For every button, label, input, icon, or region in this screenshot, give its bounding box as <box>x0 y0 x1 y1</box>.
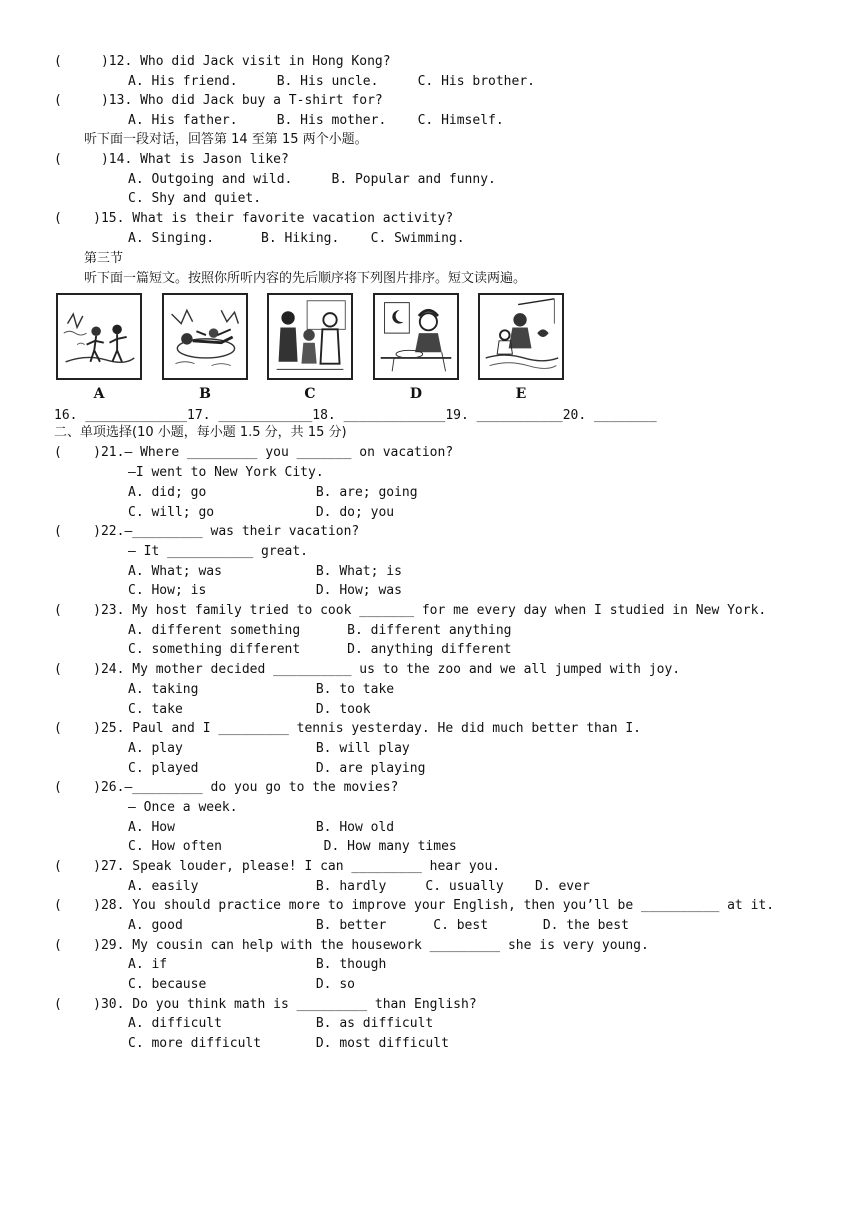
question-23-options-row1: A. different something B. different anything <box>128 623 512 638</box>
question-27-options: A. easily B. hardly C. usually D. ever <box>128 879 590 894</box>
answer-blanks-16-20[interactable]: 16. _____________17. ____________18. _____________19. ___________20. ________ <box>54 408 657 423</box>
section-3-title: 第三节 <box>84 251 124 266</box>
question-25-options-row1: A. play B. will play <box>128 741 410 756</box>
question-22-options-row1: A. What; was B. What; is <box>128 564 402 579</box>
question-13-options: A. His father. B. His mother. C. Himself. <box>128 113 504 128</box>
question-25: ( )25. Paul and I _________ tennis yesterday. He did much better than I. <box>54 721 641 736</box>
question-14: ( )14. What is Jason like? <box>54 152 289 167</box>
family-group-picture <box>267 293 353 380</box>
part-2-title: 二、单项选择(10 小题，每小题 1.5 分，共 15 分) <box>54 425 347 440</box>
section-3-instruction: 听下面一篇短文。按照你所听内容的先后顺序将下列图片排序。短文读两遍。 <box>84 271 527 286</box>
question-15: ( )15. What is their favorite vacation activity? <box>54 211 454 226</box>
question-23: ( )23. My host family tried to cook _______ for me every day when I studied in New York. <box>54 603 767 618</box>
question-21-response: —I went to New York City. <box>128 465 324 480</box>
question-30-options-row1: A. difficult B. as difficult <box>128 1016 434 1031</box>
question-22-response: — It ___________ great. <box>128 544 309 559</box>
question-26: ( )26.—_________ do you go to the movies? <box>54 780 399 795</box>
question-26-options-row1: A. How B. How old <box>128 820 395 835</box>
question-25-options-row2: C. played D. are playing <box>128 761 426 776</box>
question-22: ( )22.—_________ was their vacation? <box>54 524 360 539</box>
question-30-options-row2: C. more difficult D. most difficult <box>128 1036 449 1051</box>
picture-label-b: B <box>199 386 211 402</box>
question-21: ( )21.— Where _________ you _______ on vacation? <box>54 445 454 460</box>
question-21-options-row1: A. did; go B. are; going <box>128 485 418 500</box>
fishing-picture <box>478 293 564 380</box>
question-24-options-row2: C. take D. took <box>128 702 371 717</box>
picture-label-e: E <box>515 386 527 402</box>
question-14-options-row2: C. Shy and quiet. <box>128 191 262 206</box>
question-29-options-row2: C. because D. so <box>128 977 355 992</box>
question-24-options-row1: A. taking B. to take <box>128 682 395 697</box>
question-29-options-row1: A. if B. though <box>128 957 387 972</box>
hiking-in-wind-picture <box>56 293 142 380</box>
question-22-options-row2: C. How; is D. How; was <box>128 583 402 598</box>
question-21-options-row2: C. will; go D. do; you <box>128 505 395 520</box>
question-23-options-row2: C. something different D. anything different <box>128 642 512 657</box>
question-28: ( )28. You should practice more to improve your English, then you’ll be __________ at it. <box>54 898 775 913</box>
question-12-options: A. His friend. B. His uncle. C. His brother. <box>128 74 535 89</box>
question-26-options-row2: C. How often D. How many times <box>128 839 457 854</box>
picture-label-d: D <box>409 386 423 402</box>
question-27: ( )27. Speak louder, please! I can _________ hear you. <box>54 859 501 874</box>
question-13: ( )13. Who did Jack buy a T-shirt for? <box>54 93 383 108</box>
question-12: ( )12. Who did Jack visit in Hong Kong? <box>54 54 391 69</box>
question-28-options: A. good B. better C. best D. the best <box>128 918 629 933</box>
dialog-instruction: 听下面一段对话，回答第 14 至第 15 两个小题。 <box>84 132 368 147</box>
question-15-options: A. Singing. B. Hiking. C. Swimming. <box>128 231 465 246</box>
picture-label-c: C <box>304 386 316 402</box>
girl-eating-at-night-picture <box>373 293 459 380</box>
question-29: ( )29. My cousin can help with the housework _________ she is very young. <box>54 938 649 953</box>
lying-on-ground-picture <box>162 293 248 380</box>
question-14-options-row1: A. Outgoing and wild. B. Popular and funny. <box>128 172 496 187</box>
question-26-response: — Once a week. <box>128 800 238 815</box>
question-30: ( )30. Do you think math is _________ than English? <box>54 997 477 1012</box>
question-24: ( )24. My mother decided __________ us to the zoo and we all jumped with joy. <box>54 662 681 677</box>
picture-label-a: A <box>93 386 105 402</box>
